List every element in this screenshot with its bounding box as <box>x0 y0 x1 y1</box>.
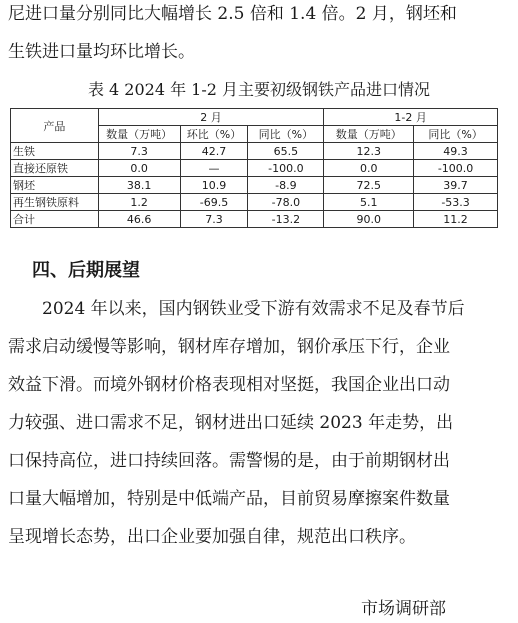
header-period-feb: 2 月 <box>98 109 324 126</box>
table-cell: -53.3 <box>414 194 498 211</box>
table-cell: 12.3 <box>324 143 414 160</box>
section-heading: 四、后期展望 <box>32 260 140 281</box>
paragraph-line: 需求启动缓慢等影响，钢材库存增加，钢价承压下行，企业 <box>8 337 450 357</box>
paragraph-line: 2024 年以来，国内钢铁业受下游有效需求不足及春节后 <box>42 299 465 319</box>
table-cell: -78.0 <box>248 194 324 211</box>
table-cell: 5.1 <box>324 194 414 211</box>
table-cell: 38.1 <box>98 177 180 194</box>
paragraph-line: 口保持高位，进口持续回落。需警惕的是，由于前期钢材出 <box>8 451 450 471</box>
header-quantity: 数量（万吨） <box>324 126 414 143</box>
header-mom: 环比（%） <box>180 126 248 143</box>
table-cell: 11.2 <box>414 211 498 228</box>
row-product-name: 合计 <box>11 211 99 228</box>
table-caption: 表 4 2024 年 1-2 月主要初级钢铁产品进口情况 <box>87 80 431 99</box>
table-cell: -8.9 <box>248 177 324 194</box>
table-row <box>11 177 498 194</box>
signature: 市场调研部 <box>361 599 446 619</box>
table-cell: 39.7 <box>414 177 498 194</box>
table-cell: 46.6 <box>98 211 180 228</box>
paragraph-line: 效益下滑。而境外钢材价格表现相对坚挺，我国企业出口动 <box>8 375 450 395</box>
table-cell: 10.9 <box>180 177 248 194</box>
table-cell: 49.3 <box>414 143 498 160</box>
table-row <box>11 211 498 228</box>
import-table <box>10 108 498 228</box>
body-text-line: 尼进口量分别同比大幅增长 2.5 倍和 1.4 倍。2 月，钢坯和 <box>8 4 457 24</box>
row-product-name: 钢坯 <box>11 177 99 194</box>
table-header-row <box>11 109 498 126</box>
header-yoy: 同比（%） <box>414 126 498 143</box>
table-cell: -100.0 <box>414 160 498 177</box>
table-cell: 72.5 <box>324 177 414 194</box>
row-product-name: 生铁 <box>11 143 99 160</box>
table-cell: 65.5 <box>248 143 324 160</box>
table-cell: -69.5 <box>180 194 248 211</box>
table-cell: 90.0 <box>324 211 414 228</box>
table-row <box>11 143 498 160</box>
header-quantity: 数量（万吨） <box>98 126 180 143</box>
table-cell: -13.2 <box>248 211 324 228</box>
row-product-name: 直接还原铁 <box>11 160 99 177</box>
paragraph-line: 力较强、进口需求不足，钢材进出口延续 2023 年走势，出 <box>8 413 454 433</box>
table-cell: 42.7 <box>180 143 248 160</box>
paragraph-line: 口量大幅增加，特别是中低端产品，目前贸易摩擦案件数量 <box>8 489 450 509</box>
table-cell: 0.0 <box>324 160 414 177</box>
header-period-jan-feb: 1-2 月 <box>324 109 498 126</box>
table-cell: 1.2 <box>98 194 180 211</box>
paragraph-line: 呈现增长态势，出口企业要加强自律，规范出口秩序。 <box>8 527 416 547</box>
header-product: 产品 <box>11 109 99 143</box>
table-cell: 0.0 <box>98 160 180 177</box>
table-cell: 7.3 <box>180 211 248 228</box>
body-text-line: 生铁进口量均环比增长。 <box>8 42 195 62</box>
table-cell: — <box>180 160 248 177</box>
table-cell: 7.3 <box>98 143 180 160</box>
table-cell: -100.0 <box>248 160 324 177</box>
row-product-name: 再生钢铁原料 <box>11 194 99 211</box>
header-yoy: 同比（%） <box>248 126 324 143</box>
table-row <box>11 194 498 211</box>
table-row <box>11 160 498 177</box>
